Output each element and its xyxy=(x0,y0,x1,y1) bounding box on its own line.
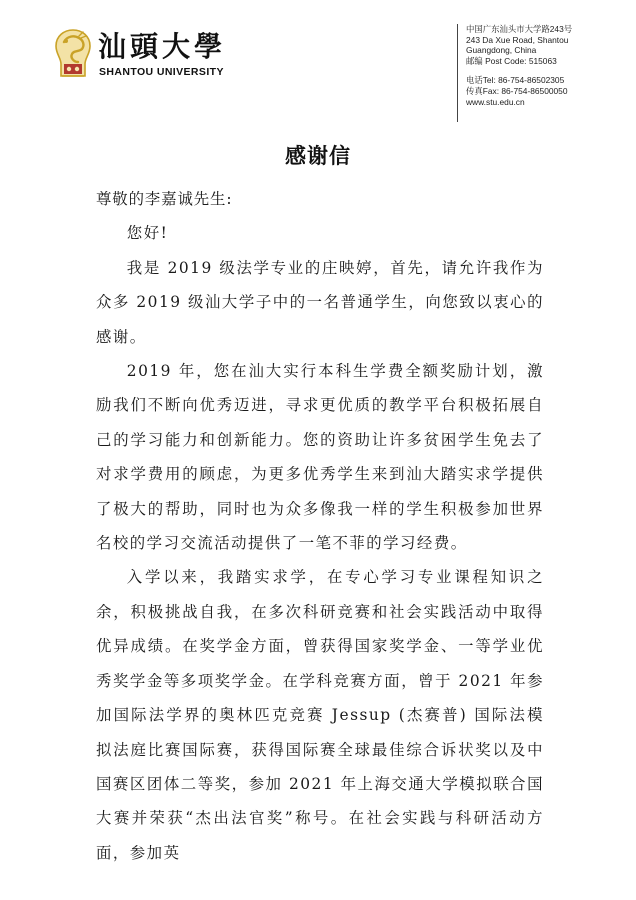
website: www.stu.edu.cn xyxy=(466,96,525,107)
telephone: 电话Tel: 86-754-86502305 xyxy=(466,75,565,86)
letter-title: 感谢信 xyxy=(285,144,351,168)
paragraph: 2019 年，您在汕大实行本科生学费全额奖励计划，激励我们不断向优秀迈进，寻求更优质的教学平台积极拓展自己的学习能力和创新能力。您的资助让许多贫困学生免去了对求学费用的顾虑，为更多优秀学生来到汕大踏实求学提供了极大的帮助，同时也为众多像我一样的学生积极参加世界名校的学习交流活动提供了一笔不菲的学习经费。 xyxy=(96,362,544,553)
university-name-cn: 汕頭大學 xyxy=(98,30,227,63)
address-en-line-1: 243 Da Xue Road, Shantou xyxy=(466,34,569,45)
university-emblem-icon xyxy=(52,28,94,80)
salutation: 尊敬的李嘉诚先生: xyxy=(96,190,233,208)
address-en-line-2: Guangdong, China xyxy=(466,45,537,56)
greeting: 您好! xyxy=(126,224,169,243)
address-cn: 中国广东汕头市大学路243号 xyxy=(466,24,573,34)
university-name-en: SHANTOU UNIVERSITY xyxy=(99,66,224,78)
letter-body xyxy=(96,182,544,870)
contact-block xyxy=(457,24,636,122)
fax: 传真Fax: 86-754-86500050 xyxy=(466,85,568,96)
paragraph: 我是 2019 级法学专业的庄映婷，首先，请允许我作为众多 2019 级汕大学子中的一名普通学生，向您致以衷心的感谢。 xyxy=(96,258,544,346)
paragraph: 入学以来，我踏实求学，在专心学习专业课程知识之余，积极挑战自我，在多次科研竞赛和社会实践活动中取得优异成绩。在奖学金方面，曾获得国家奖学金、一等学业优秀奖学金等多项奖学金。在学科竞赛方面，曾于 2021 年参加国际法学界的奥林匹克竞赛 Jessup (杰赛普) 国际法模拟法庭比赛国际赛，获得国际赛全球最佳综合诉状奖以及中国赛区团体二等奖，参加 2021 年上海交通大学模拟联合国大赛并荣获“杰出法官奖”称号。在社会实践与科研活动方面，参加英 xyxy=(96,568,544,862)
post-code: 邮编 Post Code: 515063 xyxy=(466,55,557,66)
